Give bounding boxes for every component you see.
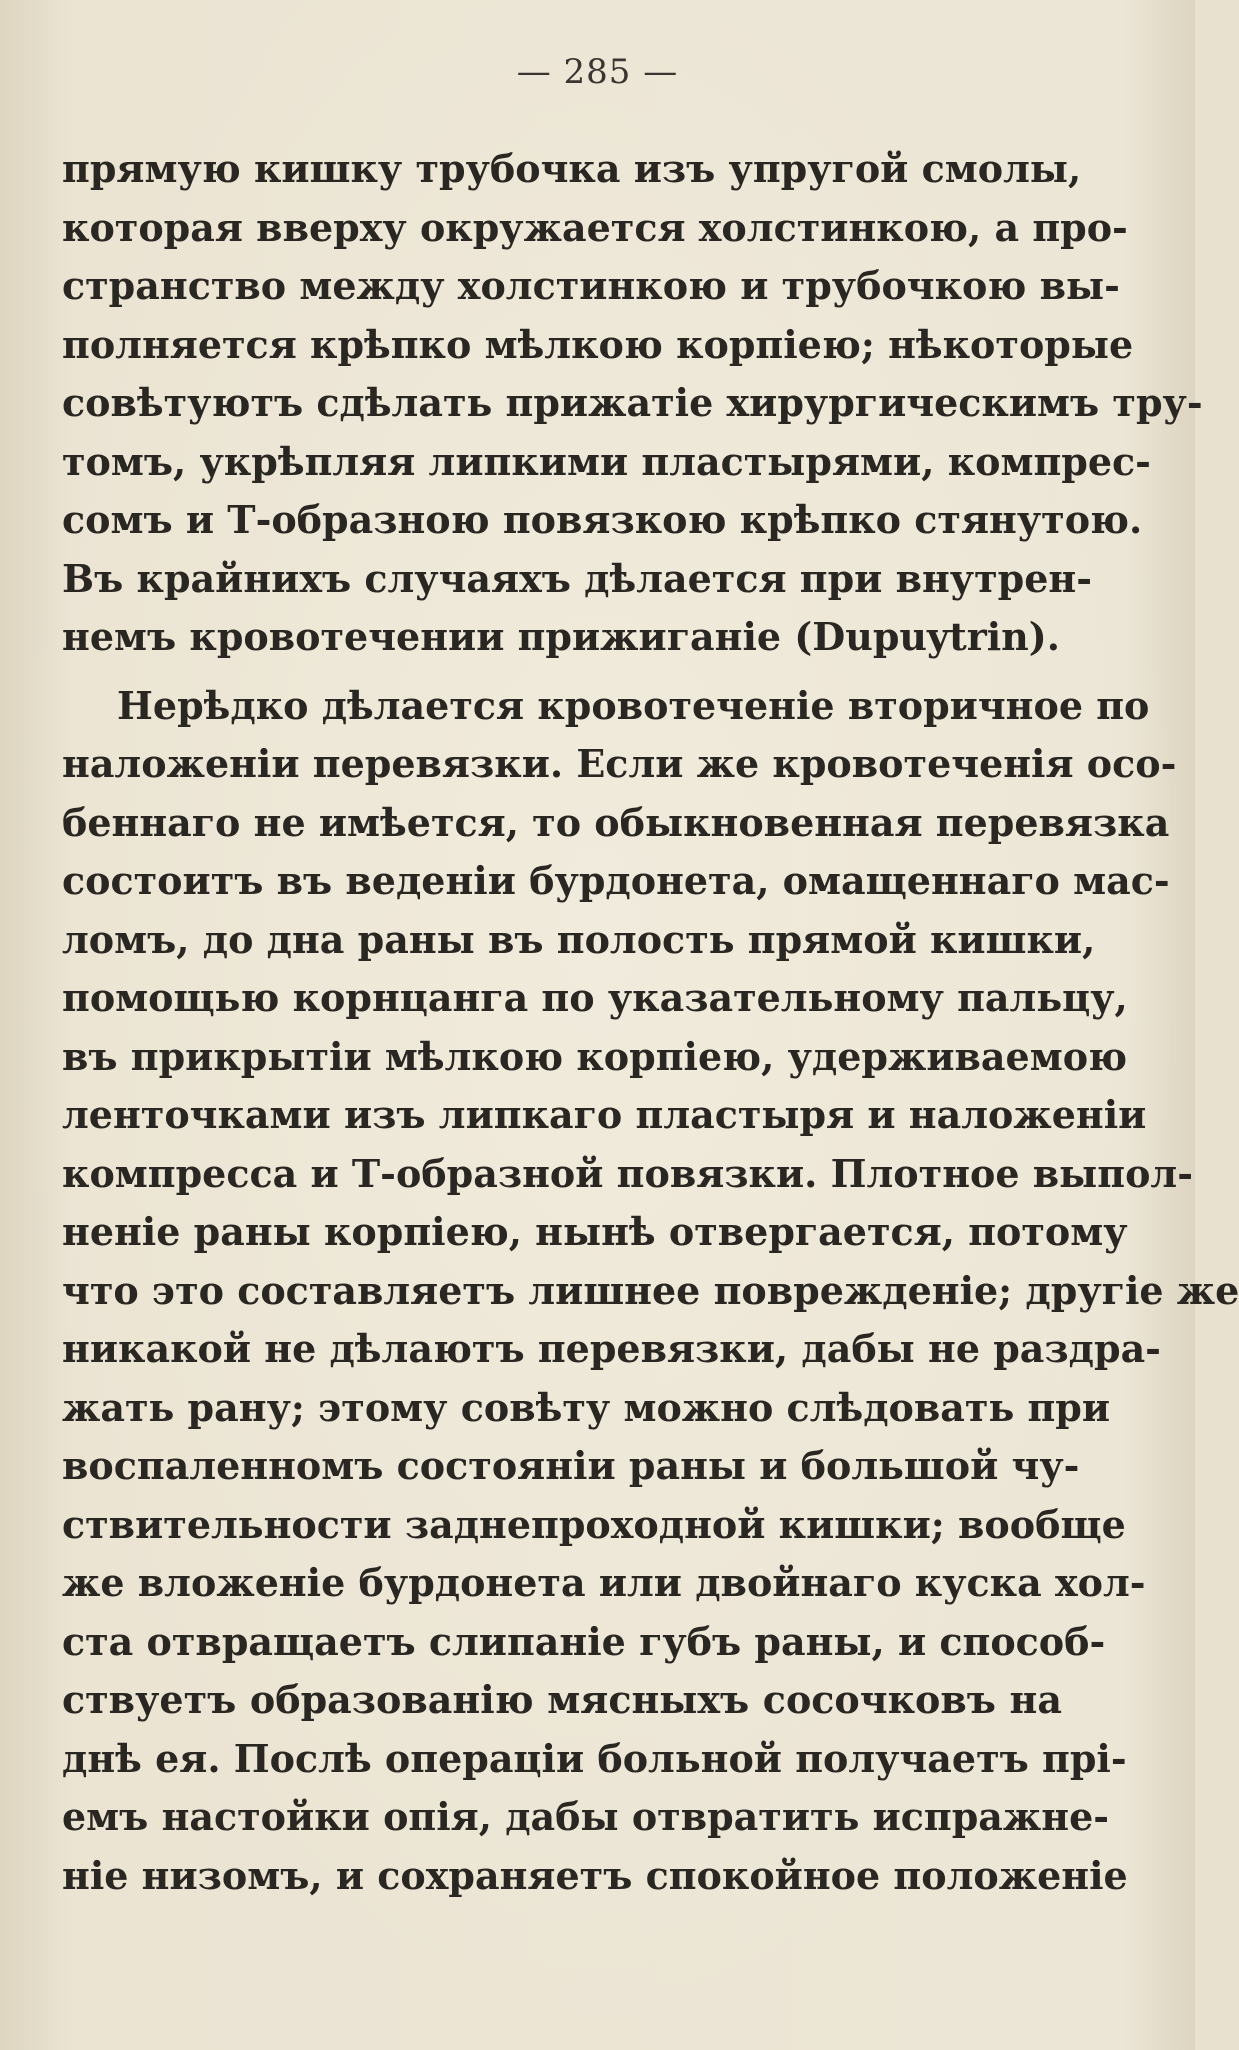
text-line: ствительности заднепроходной кишки; вообще xyxy=(62,1501,1126,1547)
text-line: беннаго не имѣется, то обыкновенная перевязка xyxy=(62,799,1170,845)
text-line: прямую кишку трубочка изъ упругой смолы, xyxy=(62,146,1082,191)
page-number: — 285 — xyxy=(516,52,679,92)
text-line: сомъ и Т-образною повязкою крѣпко стянутою. xyxy=(62,497,1143,542)
text-line: жать рану; этому совѣту можно слѣдовать при xyxy=(62,1384,1111,1430)
text-line: Въ крайнихъ случаяхъ дѣлается при внутрен- xyxy=(62,555,1092,601)
text-line: же вложеніе бурдонета или двойнаго куска хол- xyxy=(62,1560,1146,1605)
text-line: наложеніи перевязки. Если же кровотеченія осо- xyxy=(62,741,1177,786)
text-line: ста отвращаетъ слипаніе губъ раны, и способ- xyxy=(62,1618,1106,1664)
paragraph xyxy=(62,140,1203,667)
text-line: полняется крѣпко мѣлкою корпіею; нѣкоторые xyxy=(62,321,1134,367)
text-line: ломъ, до дна раны въ полость прямой кишки, xyxy=(62,916,1096,962)
text-line: состоитъ въ веденіи бурдонета, омащеннаго мас- xyxy=(62,858,1170,903)
text-line: днѣ ея. Послѣ операціи больной получаетъ прі- xyxy=(62,1735,1127,1781)
paragraph xyxy=(62,677,1239,1906)
text-line: въ прикрытіи мѣлкою корпіею, удерживаемою xyxy=(62,1033,1128,1079)
text-line: помощью корнцанга по указательному пальцу, xyxy=(62,975,1128,1020)
text-line: емъ настойки опія, дабы отвратить испражне- xyxy=(62,1794,1110,1839)
text-line: неніе раны корпіею, нынѣ отвергается, потому xyxy=(62,1209,1128,1254)
text-line: ленточками изъ липкаго пластыря и наложеніи xyxy=(62,1092,1147,1137)
paragraph-gap xyxy=(62,667,1062,677)
text-line: компресса и Т-образной повязки. Плотное выпол- xyxy=(62,1150,1193,1196)
text-line: ствуетъ образованію мясныхъ сосочковъ на xyxy=(62,1677,1062,1722)
text-line: что это составляетъ лишнее поврежденіе; другіе же xyxy=(62,1267,1239,1313)
text-line: воспаленномъ состояніи раны и большой чу- xyxy=(62,1443,1080,1488)
text-line: странство между холстинкою и трубочкою вы- xyxy=(62,263,1120,308)
text-line: которая вверху окружается холстинкою, а про- xyxy=(62,204,1128,250)
text-line: ніе низомъ, и сохраняетъ спокойное положеніе xyxy=(62,1852,1128,1898)
text-line: немъ кровотечении прижиганіе (Dupuytrin). xyxy=(62,614,1060,659)
text-line: Нерѣдко дѣлается кровотеченіе вторичное по xyxy=(117,682,1150,728)
text-line: совѣтуютъ сдѣлать прижатіе хирургическимъ тру- xyxy=(62,380,1203,425)
page-body-text xyxy=(62,140,1239,1905)
text-line: никакой не дѣлаютъ перевязки, дабы не раздра- xyxy=(62,1326,1161,1371)
text-line: томъ, укрѣпляя липкими пластырями, компрес- xyxy=(62,438,1151,484)
